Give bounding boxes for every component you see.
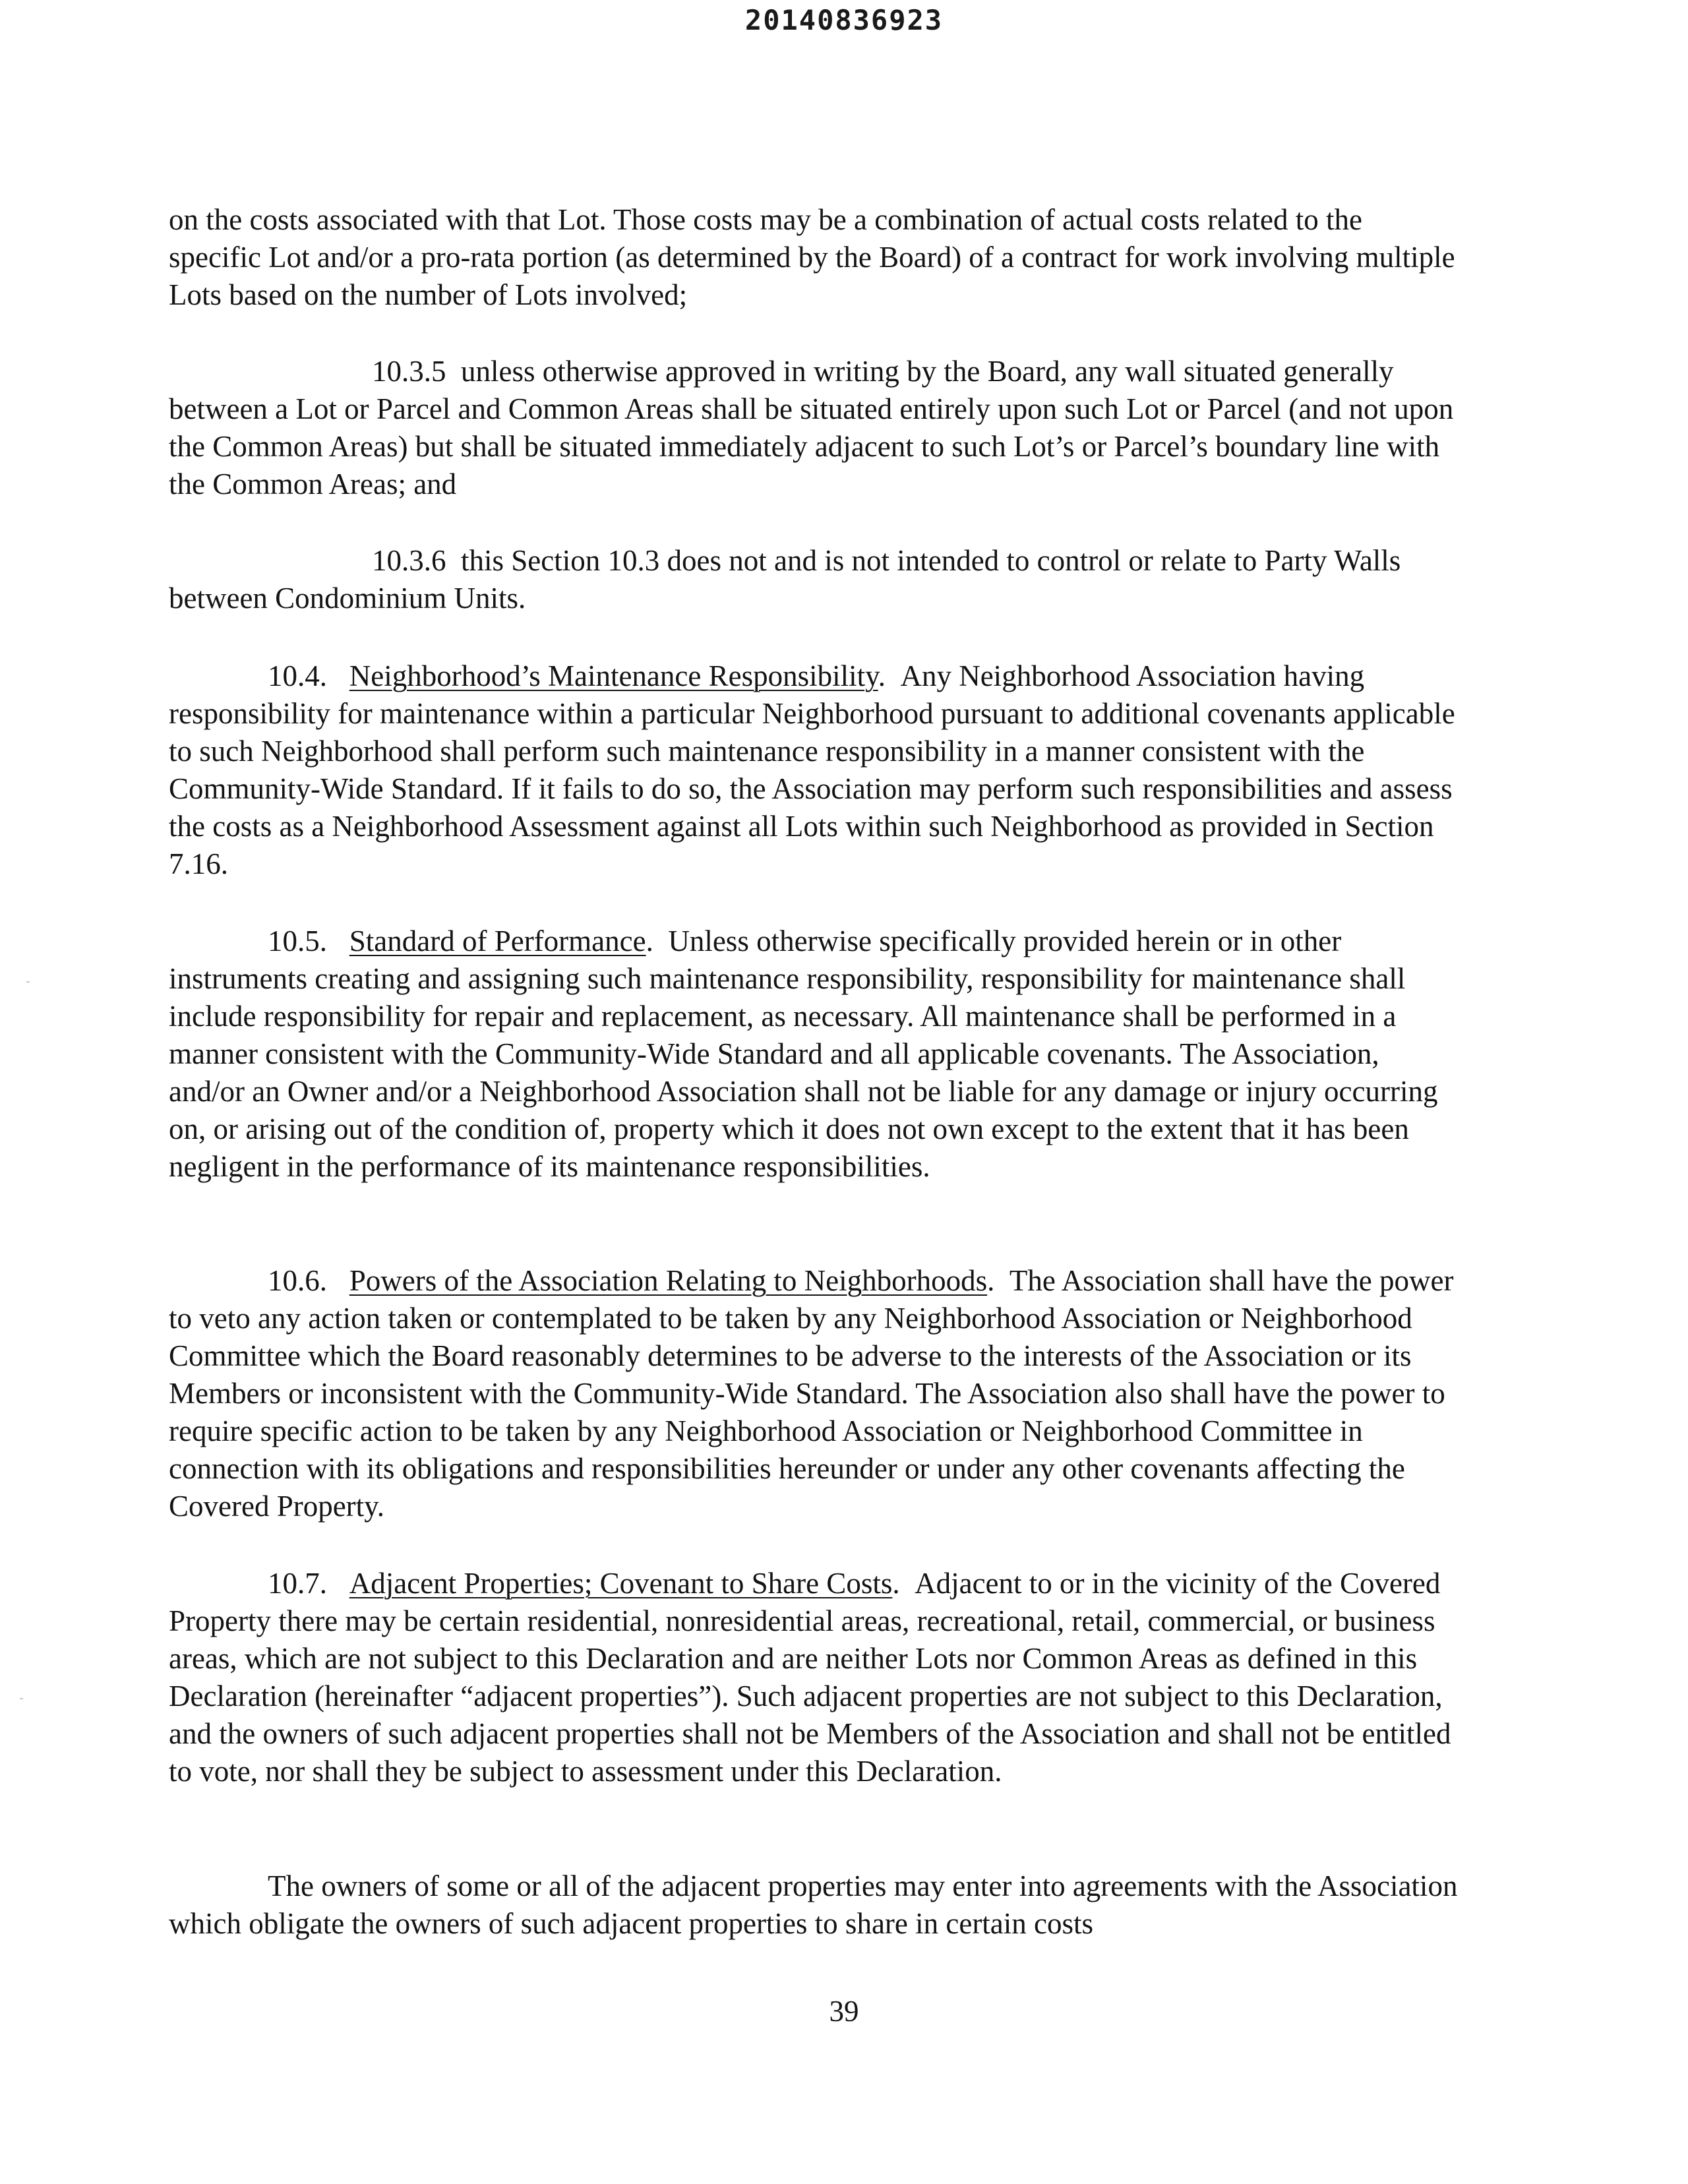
section-10-7: 10.7. Adjacent Properties; Covenant to Share Costs. Adjacent to or in the vicinity of the Covered Property there may be certain residential, nonresidential areas, recreational, retail, commercial, or business areas, which are not subject to this Declaration and are neither Lots nor Common Areas as defined in this Declaration (hereinafter “adjacent properties”). Such adjacent properties are not subject to this Declaration, and the owners of such adjacent properties shall not be Members of the Association and shall not be entitled to vote, nor shall they be subject to assessment under this Declaration. [169,1567,1451,1788]
page-number: 39 [829,1995,859,2028]
paragraph-text: The owners of some or all of the adjacent properties may enter into agreements with the Association which obligate the owners of such adjacent properties to share in certain costs [169,1869,1458,1940]
section-text: Adjacent to or in the vicinity of the Covered Property there may be certain residential, nonresidential areas, recreational, retail, commercial, or business areas, which are not subject to this Declaration and are neither Lots nor Common Areas as defined in this Declaration (hereinafter “adjacent properties”). Such adjacent properties are not subject to this Declaration, and the owners of such adjacent properties shall not be Members of the Association and shall not be entitled to vote, nor shall they be subject to assessment under this Declaration. [169,1567,1451,1788]
paragraph-text: on the costs associated with that Lot. Those costs may be a combination of actual costs related to the specific Lot and/or a pro-rata portion (as determined by the Board) of a contract for work involving multiple Lots based on the number of Lots involved; [169,203,1455,311]
section-title: Neighborhood’s Maintenance Responsibility [349,659,878,692]
scan-artifact [20,1698,23,1699]
section-number: 10.6. [268,1264,327,1297]
subsection-text: this Section 10.3 does not and is not intended to control or relate to Party Walls between Condominium Units. [169,544,1401,615]
section-text: Unless otherwise specifically provided herein or in other instruments creating and assigning such maintenance responsibility, responsibility for maintenance shall include responsibility for repair and replacement, as necessary. All maintenance shall be performed in a manner consistent with the Community-Wide Standard and all applicable covenants. The Association, and/or an Owner and/or a Neighborhood Association shall not be liable for any damage or injury occurring on, or arising out of the condition of, property which it does not own except to the extent that it has been negligent in the performance of its maintenance responsibilities. [169,925,1438,1183]
section-title: Powers of the Association Relating to Neighborhoods [349,1264,988,1297]
subsection-number: 10.3.5 [372,355,446,388]
subsection-10-3-5 [169,353,1461,503]
section-number: 10.5. [268,925,327,957]
section-number: 10.7. [268,1567,327,1600]
section-text: The Association shall have the power to veto any action taken or contemplated to be taken by any Neighborhood Association or Neighborhood Committee which the Board reasonably determines to be adverse to the interests of the Association or its Members or inconsistent with the Community-Wide Standard. The Association also shall have the power to require specific action to be taken by any Neighborhood Association or Neighborhood Committee in connection with its obligations and responsibilities hereunder or under any other covenants affecting the Covered Property. [169,1264,1454,1523]
section-text: Any Neighborhood Association having responsibility for maintenance within a particular Neighborhood pursuant to additional covenants applicable to such Neighborhood shall perform such maintenance responsibility in a manner consistent with the Community-Wide Standard. If it fails to do so, the Association may perform such responsibilities and assess the costs as a Neighborhood Assessment against all Lots within such Neighborhood as provided in Section 7.16. [169,659,1455,880]
subsection-number: 10.3.6 [372,544,446,577]
section-title: Adjacent Properties; Covenant to Share Costs [349,1567,893,1600]
subsection-text: unless otherwise approved in writing by the Board, any wall situated generally between a Lot or Parcel and Common Areas shall be situated entirely upon such Lot or Parcel (and not upon the Common Areas) but shall be situated immediately adjacent to such Lot’s or Parcel’s boundary line with the Common Areas; and [169,355,1454,501]
paragraph-continuation [169,201,1461,314]
paragraph-adjacent-owners [169,1867,1461,1943]
section-10-4: 10.4. Neighborhood’s Maintenance Responsibility. Any Neighborhood Association having responsibility for maintenance within a particular Neighborhood pursuant to additional covenants applicable to such Neighborhood shall perform such maintenance responsibility in a manner consistent with the Community-Wide Standard. If it fails to do so, the Association may perform such responsibilities and assess the costs as a Neighborhood Assessment against all Lots within such Neighborhood as provided in Section 7.16. [169,659,1455,880]
section-10-5: 10.5. Standard of Performance. Unless otherwise specifically provided herein or in other instruments creating and assigning such maintenance responsibility, responsibility for maintenance shall include responsibility for repair and replacement, as necessary. All maintenance shall be performed in a manner consistent with the Community-Wide Standard and all applicable covenants. The Association, and/or an Owner and/or a Neighborhood Association shall not be liable for any damage or injury occurring on, or arising out of the condition of, property which it does not own except to the extent that it has been negligent in the performance of its maintenance responsibilities. [169,925,1438,1183]
section-number: 10.4. [268,659,327,692]
document-number: 20140836923 [744,4,944,36]
subsection-10-3-6 [169,542,1461,617]
section-title: Standard of Performance [349,925,646,957]
section-10-6: 10.6. Powers of the Association Relating to Neighborhoods. The Association shall have the power to veto any action taken or contemplated to be taken by any Neighborhood Association or Neighborhood Committee which the Board reasonably determines to be adverse to the interests of the Association or its Members or inconsistent with the Community-Wide Standard. The Association also shall have the power to require specific action to be taken by any Neighborhood Association or Neighborhood Committee in connection with its obligations and responsibilities hereunder or under any other covenants affecting the Covered Property. [169,1264,1454,1523]
scan-artifact [26,981,30,983]
